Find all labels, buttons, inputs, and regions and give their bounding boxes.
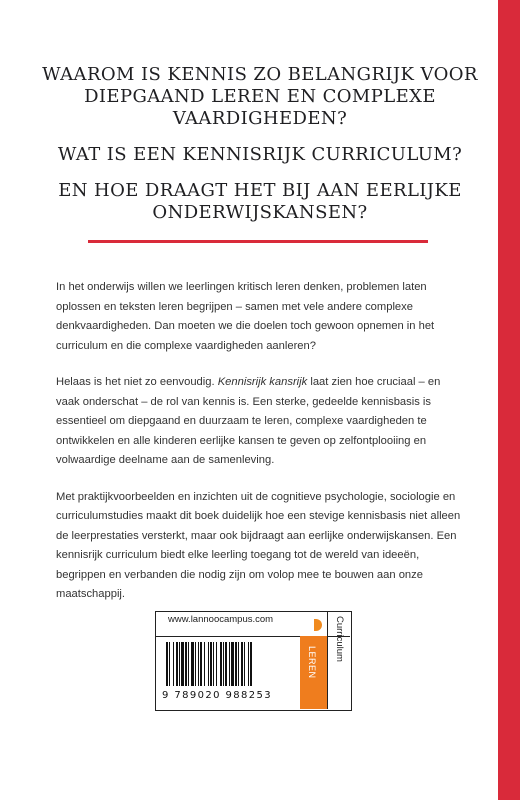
- barcode-bar: [200, 642, 202, 686]
- heading-question-3: EN HOE DRAAGT HET BIJ AAN EERLIJKE ONDERWIJSKANSEN?: [58, 180, 462, 223]
- barcode-bar: [176, 642, 178, 686]
- isbn-number: 9 789020 988253: [162, 690, 273, 701]
- barcode-bar: [229, 642, 230, 686]
- barcode-bar: [238, 642, 239, 686]
- barcode-bar: [213, 642, 214, 686]
- barcode-bar: [181, 642, 184, 686]
- barcode-bar: [198, 642, 199, 686]
- barcode-bar: [210, 642, 212, 686]
- barcode-bar: [208, 642, 209, 686]
- headings-block: [40, 64, 480, 238]
- paragraph-1: In het onderwijs willen we leerlingen kritisch leren denken, problemen laten oplossen en teksten leren begrijpen – samen met vele andere complexe denkvaardigheden. Dan moeten we die doelen toch gewoon opnemen in het curriculum en die complexe vaardigheden aanleren?: [56, 281, 435, 352]
- barcode-bar: [169, 642, 170, 686]
- series-label: LEREN: [307, 646, 317, 679]
- barcode-bar: [223, 642, 224, 686]
- publisher-url: www.lannoocampus.com: [168, 614, 274, 625]
- red-divider-rule: [88, 240, 428, 243]
- barcode-bar: [185, 642, 187, 686]
- blurb-text: [56, 278, 466, 622]
- book-title-italic: Kennisrijk kansrijk: [217, 376, 308, 388]
- barcode-bar: [235, 642, 237, 686]
- barcode-icon: [160, 640, 298, 688]
- paragraph-2-rest: laat zien hoe cruciaal – en vaak onderschat – de rol van kennis is. Een sterke, gedeelde kennisbasis is essentieel om diepgaand en duurzaam te leren, complexe vaardigheden te ontwikkelen en alle kinderen eerlijke kansen te geven op zelfontplooiing en volwaardige deelname aan de samenleving.: [56, 376, 441, 466]
- paragraph-2: [56, 373, 466, 471]
- barcode-bar: [204, 642, 205, 686]
- barcode-bar: [225, 642, 227, 686]
- barcode-bar: [216, 642, 217, 686]
- barcode-bar: [195, 642, 196, 686]
- barcode-bar: [191, 642, 194, 686]
- barcode-bar: [166, 642, 168, 686]
- heading-question-2: WAT IS EEN KENNISRIJK CURRICULUM?: [57, 144, 463, 165]
- barcode-bar: [179, 642, 180, 686]
- publisher-box-divider-v: [327, 611, 328, 709]
- series-label-block: [300, 636, 327, 709]
- heading-question-1: WAAROM IS KENNIS ZO BELANGRIJK VOOR DIEPGAAND LEREN EN COMPLEXE VAARDIGHEDEN?: [42, 64, 478, 129]
- barcode-bar: [173, 642, 174, 686]
- red-spine-bar: [498, 0, 520, 800]
- barcode-bar: [241, 642, 243, 686]
- barcode-bar: [220, 642, 222, 686]
- category-label: Curriculum: [334, 616, 345, 662]
- barcode-bar: [248, 642, 249, 686]
- barcode-bar: [250, 642, 252, 686]
- barcode-bar: [244, 642, 245, 686]
- paragraph-3: Met praktijkvoorbeelden en inzichten uit de cognitieve psychologie, sociologie en curriculumstudies maakt dit boek duidelijk hoe een stevige kennisbasis niet alleen de leerprestaties versterkt, maar ook bijdraagt aan eerlijke onderwijskansen. Een kennisrijk curriculum biedt elke leerling toegang tot de wereld van ideeën, begrippen en verbanden die nodig zijn om volop mee te bouwen aan onze maatschappij.: [56, 490, 461, 600]
- paragraph-2-lead: Helaas is het niet zo eenvoudig.: [56, 376, 218, 388]
- barcode-bar: [231, 642, 234, 686]
- barcode-bar: [188, 642, 189, 686]
